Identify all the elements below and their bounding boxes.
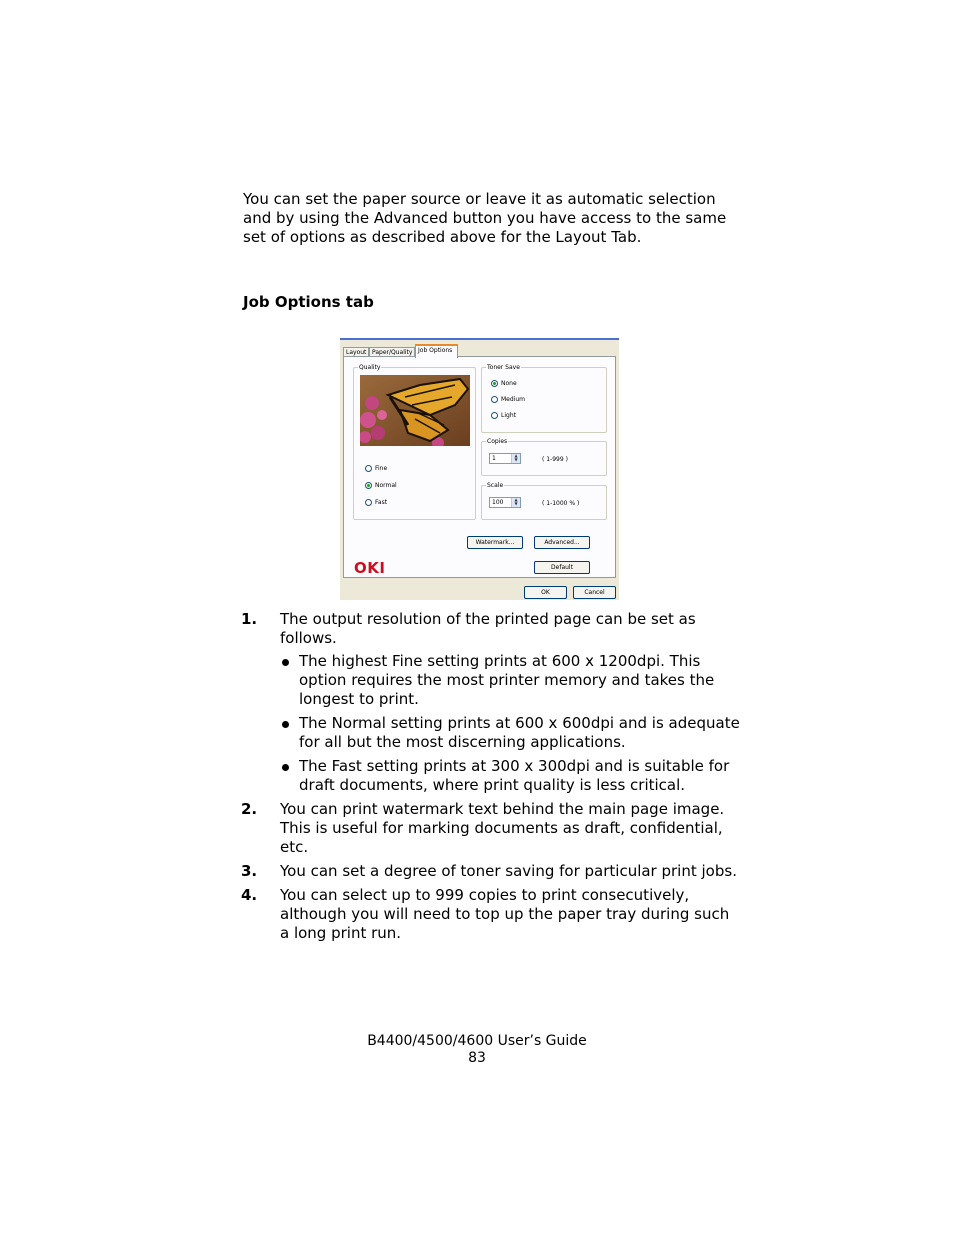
bullet-item	[280, 652, 741, 709]
intro-paragraph: You can set the paper source or leave it as automatic selection and by using the Advanced button you have access to the same set of options as described above for the Layout Tab.	[243, 190, 727, 246]
item-number: 2.	[241, 800, 258, 818]
radio-icon	[365, 465, 372, 472]
bullet-icon	[282, 721, 289, 728]
copies-range: ( 1-999 )	[542, 456, 568, 463]
default-button[interactable]: Default	[534, 561, 590, 574]
toner-light-radio[interactable]	[491, 412, 516, 419]
job-options-panel	[343, 356, 616, 578]
toner-save-label: Toner Save	[487, 364, 520, 371]
scale-group	[481, 482, 607, 520]
bullet-item	[280, 714, 741, 752]
radio-selected-icon	[491, 380, 498, 387]
copies-value: 1	[492, 455, 496, 462]
quality-fine-radio[interactable]	[365, 465, 387, 472]
copies-group	[481, 438, 607, 476]
ok-button[interactable]: OK	[524, 586, 567, 599]
list-item	[241, 610, 741, 795]
tab-paper-quality[interactable]: Paper/Quality	[369, 347, 415, 357]
list-item	[241, 800, 741, 857]
item-text: You can set a degree of toner saving for particular print jobs.	[280, 862, 737, 880]
list-item	[241, 886, 741, 943]
bullet-icon	[282, 764, 289, 771]
tab-job-options[interactable]: Job Options	[415, 344, 458, 358]
page-footer	[0, 1033, 954, 1067]
tab-layout[interactable]: Layout	[343, 347, 369, 357]
bullet-icon	[282, 659, 289, 666]
radio-icon	[491, 396, 498, 403]
toner-none-label: None	[501, 380, 517, 387]
item-text: You can print watermark text behind the main page image. This is useful for marking documents as draft, confidential, etc.	[280, 800, 725, 856]
quality-normal-radio[interactable]	[365, 482, 397, 489]
page-number: 83	[468, 1050, 486, 1066]
cancel-button[interactable]: Cancel	[573, 586, 616, 599]
quality-group	[353, 364, 476, 520]
item-number: 1.	[241, 610, 258, 628]
job-options-dialog-screenshot	[340, 338, 619, 600]
radio-selected-icon	[365, 482, 372, 489]
quality-label: Quality	[359, 364, 381, 371]
copies-label: Copies	[487, 438, 508, 445]
guide-title: B4400/4500/4600 User’s Guide	[367, 1033, 587, 1049]
advanced-button[interactable]: Advanced...	[534, 536, 590, 549]
bullet-item	[280, 757, 741, 795]
scale-value: 100	[492, 499, 504, 506]
bullet-text: The Normal setting prints at 600 x 600dpi and is adequate for all but the most discerning applications.	[299, 714, 740, 751]
numbered-list	[241, 610, 741, 948]
radio-icon	[491, 412, 498, 419]
item-text: The output resolution of the printed page can be set as follows.	[280, 610, 696, 647]
butterfly-preview-image	[360, 375, 470, 446]
scale-range: ( 1-1000 % )	[542, 500, 580, 507]
radio-icon	[365, 499, 372, 506]
copies-spinner[interactable]	[489, 453, 521, 464]
toner-save-group	[481, 364, 607, 433]
item-text: You can select up to 999 copies to print consecutively, although you will need to top up the paper tray during such a long print run.	[280, 886, 730, 942]
item-number: 3.	[241, 862, 258, 880]
section-heading: Job Options tab	[243, 293, 374, 311]
quality-fast-label: Fast	[375, 499, 388, 506]
bullet-list	[280, 652, 741, 795]
toner-none-radio[interactable]	[491, 380, 517, 387]
scale-spinner[interactable]	[489, 497, 521, 508]
toner-light-label: Light	[501, 412, 516, 419]
scale-label: Scale	[487, 482, 504, 489]
watermark-button[interactable]: Watermark...	[467, 536, 523, 549]
bullet-text: The Fast setting prints at 300 x 300dpi and is suitable for draft documents, where print quality is less critical.	[299, 757, 730, 794]
list-item	[241, 862, 741, 881]
toner-medium-label: Medium	[501, 396, 525, 403]
toner-medium-radio[interactable]	[491, 396, 525, 403]
spinner-arrows-icon[interactable]: ▲ ▼	[511, 454, 520, 463]
quality-fine-label: Fine	[375, 465, 388, 472]
spinner-arrows-icon[interactable]: ▲ ▼	[511, 498, 520, 507]
bullet-text: The highest Fine setting prints at 600 x 1200dpi. This option requires the most printer memory and takes the longest to print.	[299, 652, 715, 708]
item-number: 4.	[241, 886, 258, 904]
oki-logo: OKI	[354, 559, 386, 577]
quality-fast-radio[interactable]	[365, 499, 387, 506]
quality-normal-label: Normal	[375, 482, 397, 489]
